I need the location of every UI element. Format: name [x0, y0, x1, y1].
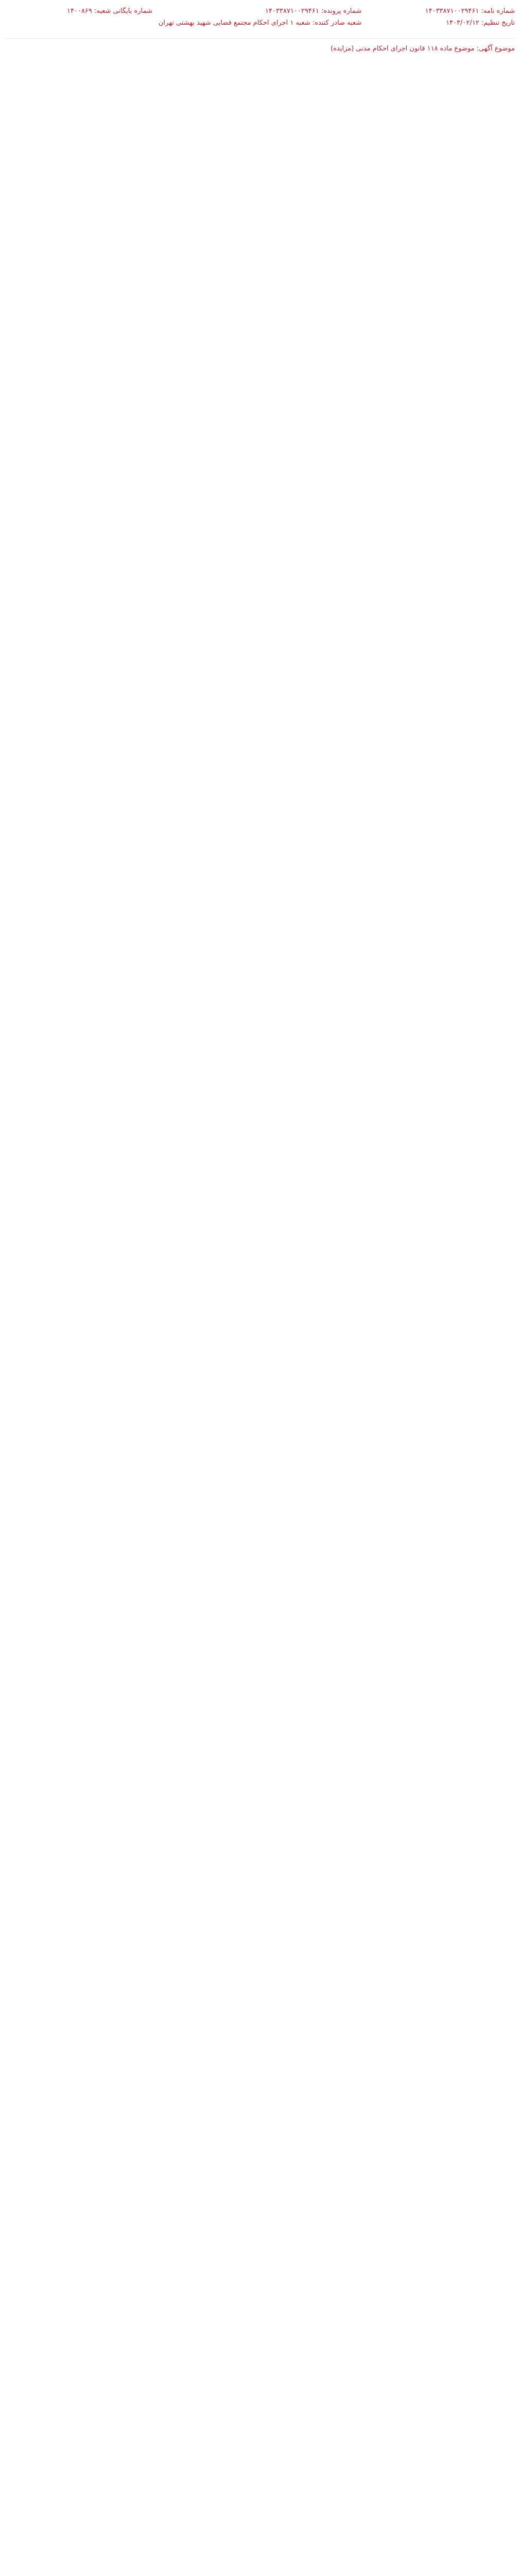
notice-header	[5, 5, 515, 39]
notice-subject: موضوع آگهی: موضوع ماده ۱۱۸ قانون اجرای احکام مدنی (مزایده)	[331, 45, 515, 53]
header-left-line-1: شماره نامه: ۱۴۰۳۳۸۷۱۰۰۲۹۴۶۱	[425, 7, 515, 15]
header-col-right	[5, 5, 152, 34]
header-mid-line-1: شماره پرونده: ۱۴۰۳۳۸۷۱۰۰۲۹۴۶۱	[265, 7, 362, 15]
header-left-line-2: تاریخ تنظیم: ۱۴۰۳/۰۲/۱۲	[446, 19, 515, 27]
header-right-line-1: شماره بایگانی شعبه: ۱۴۰۰۸۶۹	[66, 7, 152, 15]
header-col-middle	[159, 5, 361, 34]
header-col-left	[368, 5, 515, 34]
header-mid-line-2: شعبه صادر کننده: شعبه ۱ اجرای احکام مجتمع قضایی شهید بهشتی تهران	[158, 19, 362, 27]
